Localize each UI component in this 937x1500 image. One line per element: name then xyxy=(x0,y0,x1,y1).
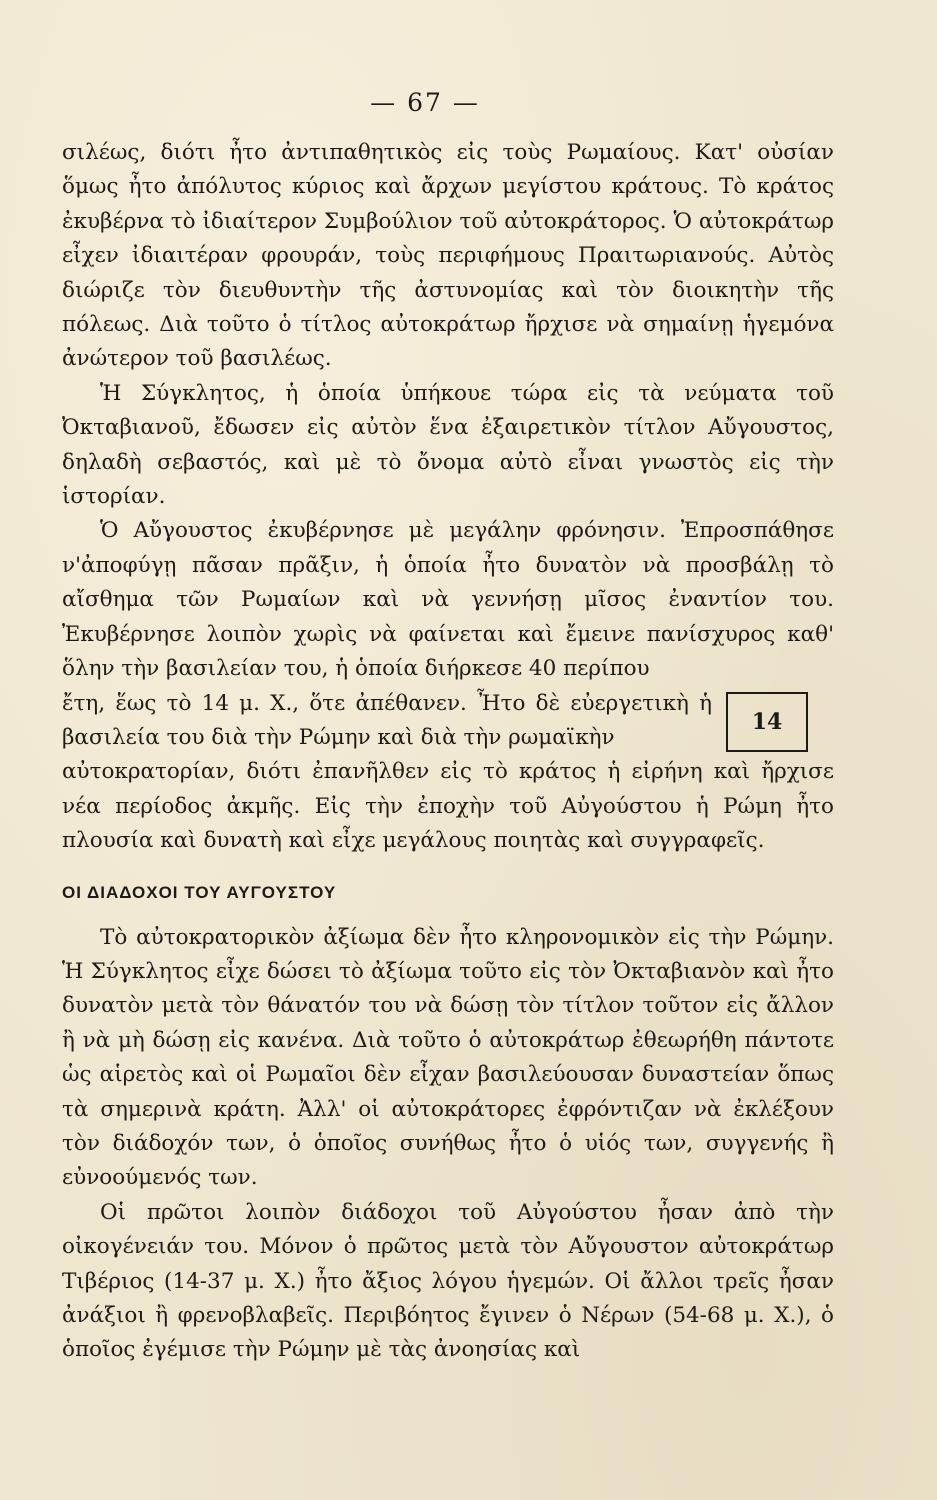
paragraph-4: Τὸ αὐτοκρατορικὸν ἀξίωμα δὲν ἦτο κληρονομικὸν εἰς τὴν Ρώμην. Ἡ Σύγκλητος εἶχε δώσει τὸ ἀξίωμα τοῦτο εἰς τὸν Ὀκταβιανὸν καὶ ἦτο δυνατὸν μετὰ τὸν θάνατόν του νὰ δώσῃ τὸν τίτλον τοῦτον εἰς ἄλλον ἢ νὰ μὴ δώσῃ εἰς κανένα. Διὰ τοῦτο ὁ αὐτοκράτωρ ἐθεωρήθη πάντοτε ὡς αἱρετὸς καὶ οἱ Ρωμαῖοι δὲν εἶχαν βασιλεύουσαν δυναστείαν ὅπως τὰ σημερινὰ κράτη. Ἀλλ' οἱ αὐτοκράτορες ἐφρόντιζαν νὰ ἐκλέξουν τὸν διάδοχόν των, ὁ ὁποῖος συνήθως ἦτο ὁ υἱός των, συγγενής ἢ εὐνοούμενός των. xyxy=(62,924,834,1191)
paragraph-5: Οἱ πρῶτοι λοιπὸν διάδοχοι τοῦ Αὐγούστου ἦσαν ἀπὸ τὴν οἰκογένειάν του. Μόνον ὁ πρῶτος μετὰ τὸν Αὔγουστον αὐτοκράτωρ Τιβέριος (14-37 μ. Χ.) ἦτο ἄξιος λόγου ἡγεμών. Οἱ ἄλλοι τρεῖς ἦσαν ἀνάξιοι ἢ φρενοβλαβεῖς. Περιβόητος ἔγινεν ὁ Νέρων (54-68 μ. Χ.), ὁ ὁποῖος ἐγέμισε τὴν Ρώμην μὲ τὰς ἀνοησίας καὶ xyxy=(62,1199,834,1363)
section-heading: ΟΙ ΔΙΑΔΟΧΟΙ ΤΟΥ ΑΥΓΟΥΣΤΟΥ xyxy=(62,882,337,902)
paragraph-3c: αὐτοκρατορίαν, διότι ἐπανῆλθεν εἰς τὸ κράτος ἡ εἰρήνη καὶ ἤρχισε νέα περίοδος ἀκμῆς. Εἰς τὴν ἐποχὴν τοῦ Αὐγούστου ἡ Ρώμη ἦτο πλουσία καὶ δυνατὴ καὶ εἶχε μεγάλους ποιητὰς καὶ συγγραφεῖς. xyxy=(62,759,834,854)
body-text xyxy=(62,136,834,1368)
page-number: — 67 — xyxy=(370,88,480,117)
paragraph-2: Ἡ Σύγκλητος, ἡ ὁποία ὑπήκουε τώρα εἰς τὰ νεύματα τοῦ Ὀκταβιανοῦ, ἔδωσεν εἰς αὐτὸν ἕνα ἐξαιρετικὸν τίτλον Αὔγουστος, δηλαδὴ σεβαστός, καὶ μὲ τὸ ὄνομα αὐτὸ εἶναι γνωστὸς εἰς τὴν ἱστορίαν. xyxy=(62,380,834,510)
section-number: 14 xyxy=(751,709,783,735)
section-number-box xyxy=(726,692,808,752)
paragraph-3b: ἔτη, ἕως τὸ 14 μ. Χ., ὅτε ἀπέθανεν. Ἦτο δὲ εὐεργετικὴ ἡ βασιλεία του διὰ τὴν Ρώμην καὶ διὰ τὴν ρωμαϊκὴν xyxy=(62,690,712,750)
paragraph-1: σιλέως, διότι ἦτο ἀντιπαθητικὸς εἰς τοὺς Ρωμαίους. Κατ' οὐσίαν ὅμως ἦτο ἀπόλυτος κύριος καὶ ἄρχων μεγίστου κράτους. Τὸ κράτος ἐκυβέρνα τὸ ἰδιαίτερον Συμβούλιον τοῦ αὐτοκράτορος. Ὁ αὐτοκράτωρ εἶχεν ἰδιαιτέραν φρουράν, τοὺς περιφήμους Πραιτωριανούς. Αὐτὸς διώριζε τὸν διευθυντὴν τῆς ἀστυνομίας καὶ τὸν διοικητὴν τῆς πόλεως. Διὰ τοῦτο ὁ τίτλος αὐτοκράτωρ ἤρχισε νὰ σημαίνῃ ἡγεμόνα ἀνώτερον τοῦ βασιλέως. xyxy=(62,140,834,372)
paragraph-3a: Ὁ Αὔγουστος ἐκυβέρνησε μὲ μεγάλην φρόνησιν. Ἐπροσπάθησε ν'ἀποφύγῃ πᾶσαν πρᾶξιν, ἡ ὁποία ἦτο δυνατὸν νὰ προσβάλῃ τὸ αἴσθημα τῶν Ρωμαίων καὶ νὰ γεννήσῃ μῖσος ἐναντίον του. Ἐκυβέρνησε λοιπὸν χωρὶς νὰ φαίνεται καὶ ἔμεινε πανίσχυρος καθ' ὅλην τὴν βασιλείαν του, ἡ ὁποία διήρκεσε 40 περίπου xyxy=(62,518,834,682)
